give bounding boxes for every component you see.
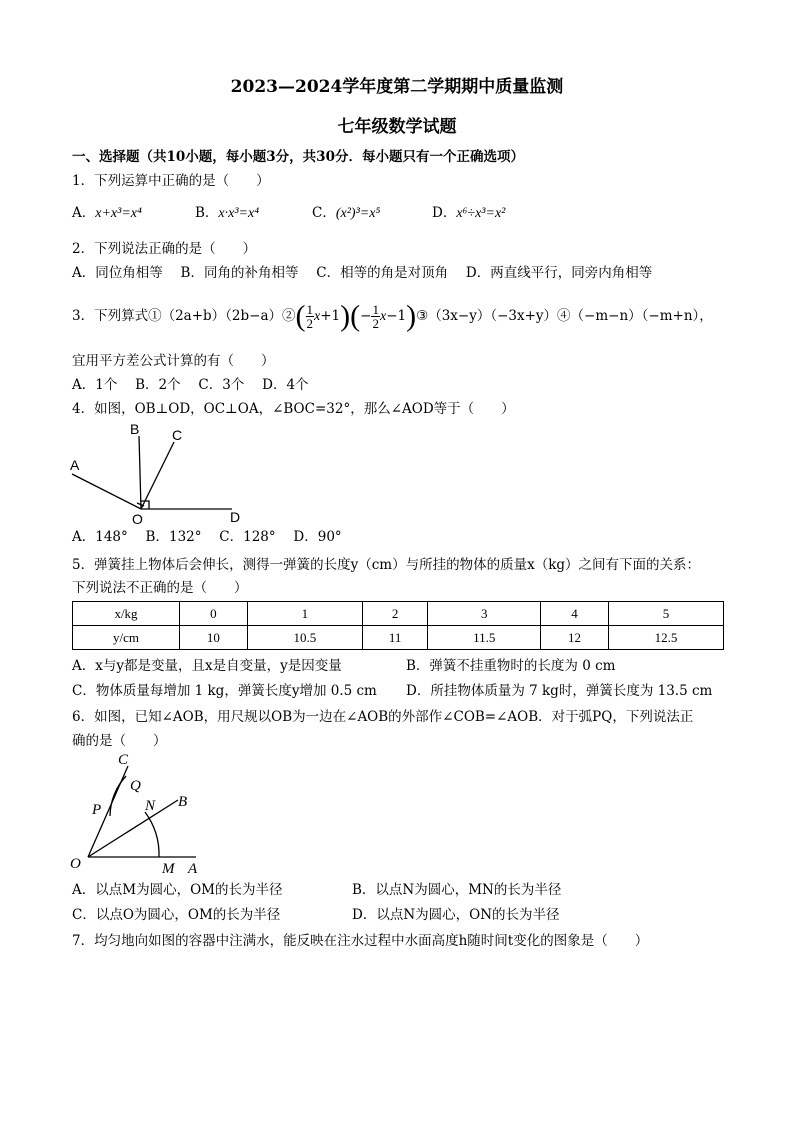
q6-label-o: O: [70, 856, 81, 872]
q4-label-o: O: [132, 511, 143, 527]
q6-stem-2: 确的是（ ）: [72, 733, 167, 749]
table-row: [73, 626, 724, 650]
q4-label-c: C: [172, 427, 183, 443]
q5-cell: 1: [247, 602, 362, 626]
q6-label-b: B: [178, 794, 188, 810]
q6-arc-pq: [110, 776, 126, 816]
q1-stem: 1．下列运算中正确的是（ ）: [72, 173, 270, 189]
q5-cell: 12: [541, 626, 609, 650]
q5-option-a: A．x与y都是变量，且x是自变量，y是因变量: [72, 658, 342, 674]
q4-ray-oc: [141, 442, 174, 509]
q5-cell: 10.5: [247, 626, 362, 650]
q5-data-table: [72, 601, 724, 650]
q5-row1-head: x/kg: [73, 602, 180, 626]
q6-ray-ob: [88, 800, 178, 857]
q5-cell: 2: [362, 602, 428, 626]
q5-cell: 5: [608, 602, 723, 626]
q5-option-d: D．所挂物体质量为 7 kg时，弹簧长度为 13.5 cm: [406, 683, 713, 699]
q5-row2-head: y/cm: [73, 626, 180, 650]
q3-expr-2: ( $\frac{1}{2}$ x+1)(− $\frac{1}{2}$ x−1): [295, 299, 417, 333]
q1-option-d: [432, 204, 505, 223]
q1-b-expr: x·x³=x⁴: [218, 206, 260, 221]
q4-ray-ob: [139, 436, 141, 509]
q5-cell: 10: [180, 626, 248, 650]
q2-options: A．同位角相等 B．同角的补角相等 C．相等的角是对顶角 D．两直线平行，同旁内角相等: [72, 265, 653, 281]
q6-option-b: B．以点N为圆心，MN的长为半径: [352, 882, 562, 898]
q5-option-c: C．物体质量每增加 1 kg，弹簧长度y增加 0.5 cm: [72, 683, 377, 699]
q6-stem: 6．如图，已知∠AOB，用尺规以OB为一边在∠AOB的外部作∠COB=∠AOB．对于弧PQ，下列说法正: [72, 709, 694, 725]
q3-options: A．1个 B．2个 C．3个 D．4个: [72, 377, 309, 393]
q6-label-c: C: [118, 752, 129, 768]
q6-label-m: M: [162, 861, 175, 877]
q1-d-expr: x⁶÷x³=x²: [456, 206, 506, 221]
q3-stem-2: 宜用平方差公式计算的有（ ）: [72, 353, 275, 369]
q3-stem-post: ③（3x−y）（−3x+y）④（−m−n）（−m+n），: [416, 308, 713, 324]
q5-cell: 11.5: [428, 626, 541, 650]
q7-stem: 7．均匀地向如图的容器中注满水，能反映在注水过程中水面高度h随时间t变化的图象是（ ）: [72, 933, 649, 949]
exam-title: 2023—2024学年度第二学期期中质量监测: [230, 77, 564, 97]
q6-option-c: C．以点O为圆心，OM的长为半径: [72, 907, 281, 923]
q5-cell: 12.5: [608, 626, 723, 650]
q1-c-expr: (x²)³=x⁵: [335, 206, 381, 221]
q6-label-p: P: [92, 802, 102, 818]
q2-stem: 2．下列说法正确的是（ ）: [72, 241, 257, 257]
q5-cell: 0: [180, 602, 248, 626]
exam-subtitle: 七年级数学试题: [337, 117, 457, 137]
q6-option-a: A．以点M为圆心，OM的长为半径: [72, 882, 283, 898]
q1-c-label: C．: [312, 205, 336, 221]
q4-stem: 4．如图，OB⊥OD，OC⊥OA，∠BOC=32°，那么∠AOD等于（ ）: [72, 401, 515, 417]
q1-option-a: [72, 204, 142, 223]
q5-cell: 3: [428, 602, 541, 626]
q1-b-label: B．: [195, 205, 219, 221]
q1-a-expr: x+x³=x⁴: [95, 206, 142, 221]
q6-arc-mn: [145, 812, 159, 857]
q6-figure: [64, 750, 224, 880]
q6-label-n: N: [145, 798, 156, 814]
q6-option-d: D．以点N为圆心，ON的长为半径: [352, 907, 560, 923]
table-row: [73, 602, 724, 626]
q5-cell: 4: [541, 602, 609, 626]
q5-option-b: B．弹簧不挂重物时的长度为 0 cm: [406, 658, 616, 674]
q1-option-c: [312, 204, 380, 223]
q6-label-q: Q: [130, 778, 141, 794]
q1-option-b: [195, 204, 259, 223]
q5-stem-2: 下列说法不正确的是（ ）: [72, 580, 248, 596]
q1-a-label: A．: [72, 205, 96, 221]
q4-figure: [66, 420, 266, 528]
q4-options: A．148° B．132° C．128° D．90°: [72, 529, 342, 545]
q3-stem-line: [72, 298, 713, 334]
q5-cell: 11: [362, 626, 428, 650]
q1-d-label: D．: [432, 205, 457, 221]
q6-label-a: A: [188, 861, 198, 877]
q4-ray-oa: [72, 474, 141, 509]
q4-label-a: A: [70, 457, 80, 473]
q5-stem: 5．弹簧挂上物体后会伸长，测得一弹簧的长度y（cm）与所挂的物体的质量x（kg）之间有下面的关系：: [72, 557, 701, 573]
q4-label-d: D: [230, 509, 241, 525]
q4-label-b: B: [130, 421, 140, 437]
q3-stem-pre: 3．下列算式①（2a+b）（2b−a）②: [72, 308, 296, 324]
section-heading: 一、选择题（共10小题，每小题3分，共30分．每小题只有一个正确选项）: [72, 149, 524, 165]
